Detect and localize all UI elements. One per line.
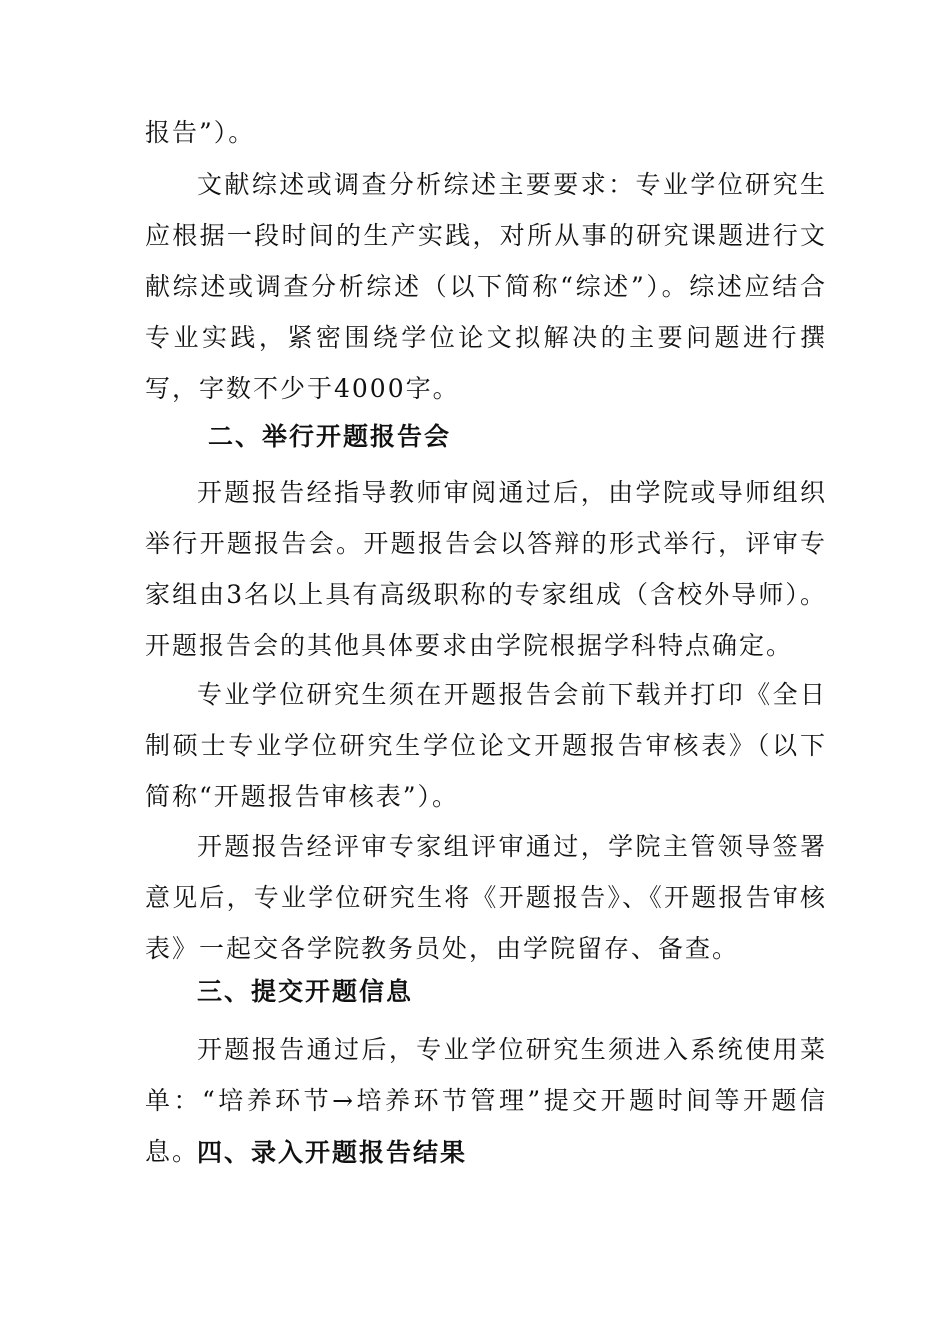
paragraph-continuation: 报告”）。	[145, 118, 256, 147]
paragraph-submit-materials: 开题报告经评审专家组评审通过，学院主管领导签署意见后，专业学位研究生将《开题报告》、《开题报告审核表》一起交各学院教务员处，由学院留存、备查。	[145, 832, 827, 963]
section-heading-2: 二、举行开题报告会	[208, 422, 452, 451]
section-heading-3: 三、提交开题信息	[197, 977, 414, 1006]
section-heading-4: 四、录入开题报告结果	[197, 1138, 468, 1167]
paragraph-download-form: 专业学位研究生须在开题报告会前下载并打印《全日制硕士专业学位研究生学位论文开题报告审核表》（以下简称“开题报告审核表”）。	[145, 680, 827, 811]
paragraph-proposal-meeting: 开题报告经指导教师审阅通过后，由学院或导师组织举行开题报告会。开题报告会以答辩的形式举行，评审专家组由3名以上具有高级职称的专家组成（含校外导师）。开题报告会的其他具体要求由学院根据学科特点确定。	[145, 478, 827, 660]
paragraph-literature-review: 文献综述或调查分析综述主要要求：专业学位研究生应根据一段时间的生产实践，对所从事的研究课题进行文献综述或调查分析综述（以下简称“综述”）。综述应结合专业实践，紧密围绕学位论文拟解决的主要问题进行撰写，字数不少于4000字。	[145, 170, 827, 403]
paragraph-submit-info: 开题报告通过后，专业学位研究生须进入系统使用菜单：“培养环节→培养环节管理”提交开题时间等开题信息。	[145, 1035, 827, 1166]
